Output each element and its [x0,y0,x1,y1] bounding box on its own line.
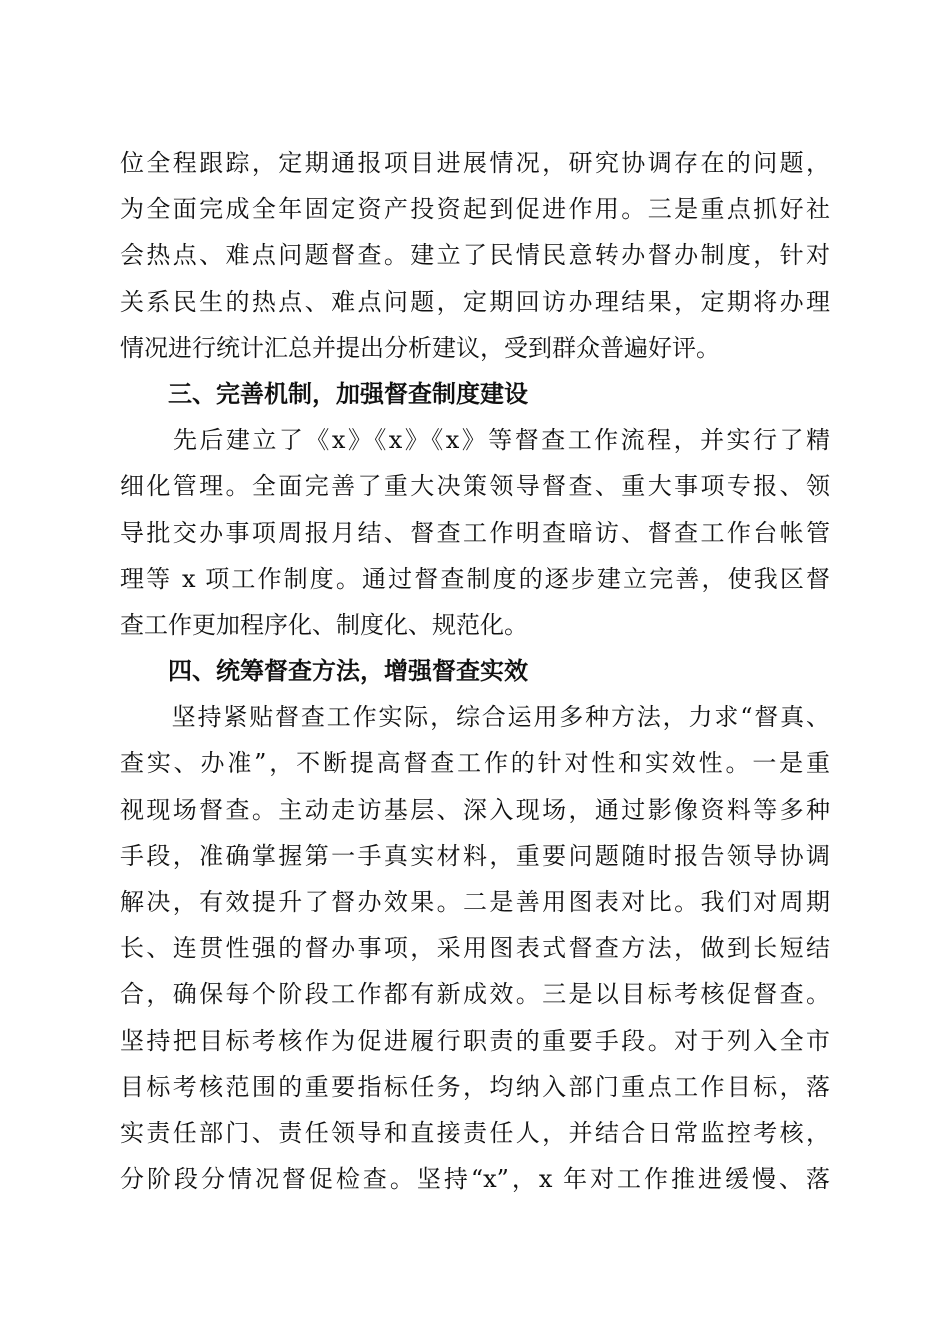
section-heading: 三、完善机制，加强督查制度建设 [120,379,528,408]
text-line: 位全程跟踪，定期通报项目进展情况，研究协调存在的问题， [120,149,830,177]
text-line: 查实、办准”，不断提高督查工作的针对性和实效性。一是重 [120,749,830,778]
text-line: 坚持紧贴督查工作实际，综合运用多种方法，力求“督真、 [120,703,830,732]
text-line: 查工作更加程序化、制度化、规范化。 [120,610,528,639]
text-line: 关系民生的热点、难点问题，定期回访办理结果，定期将办理 [120,287,830,316]
text-line: 会热点、难点问题督查。建立了民情民意转办督办制度，针对 [120,241,830,270]
text-line: 长、连贯性强的督办事项，采用图表式督查方法，做到长短结 [120,934,830,963]
text-line: 情况进行统计汇总并提出分析建议，受到群众普遍好评。 [120,333,720,362]
text-line: 坚持把目标考核作为促进履行职责的重要手段。对于列入全市 [120,1026,830,1055]
text-line: 合，确保每个阶段工作都有新成效。三是以目标考核促督查。 [120,980,830,1009]
text-line: 理等 x 项工作制度。通过督查制度的逐步建立完善，使我区督 [120,564,830,593]
text-line: 分阶段分情况督促检查。坚持“x”，x 年对工作推进缓慢、落 [120,1165,830,1194]
document-body [120,140,830,1202]
text-line: 手段，准确掌握第一手真实材料，重要问题随时报告领导协调 [120,841,830,870]
text-line: 实责任部门、责任领导和直接责任人，并结合日常监控考核， [120,1118,830,1147]
text-line: 先后建立了《x》《x》《x》等督查工作流程，并实行了精 [120,426,830,455]
text-line: 为全面完成全年固定资产投资起到促进作用。三是重点抓好社 [120,195,830,224]
section-heading: 四、统筹督查方法，增强督查实效 [120,657,528,686]
text-line: 细化管理。全面完善了重大决策领导督查、重大事项专报、领 [120,472,830,501]
text-line: 目标考核范围的重要指标任务，均纳入部门重点工作目标，落 [120,1072,830,1101]
text-line: 导批交办事项周报月结、督查工作明查暗访、督查工作台帐管 [120,518,830,547]
text-line: 解决，有效提升了督办效果。二是善用图表对比。我们对周期 [120,888,830,916]
text-line: 视现场督查。主动走访基层、深入现场，通过影像资料等多种 [120,795,830,824]
